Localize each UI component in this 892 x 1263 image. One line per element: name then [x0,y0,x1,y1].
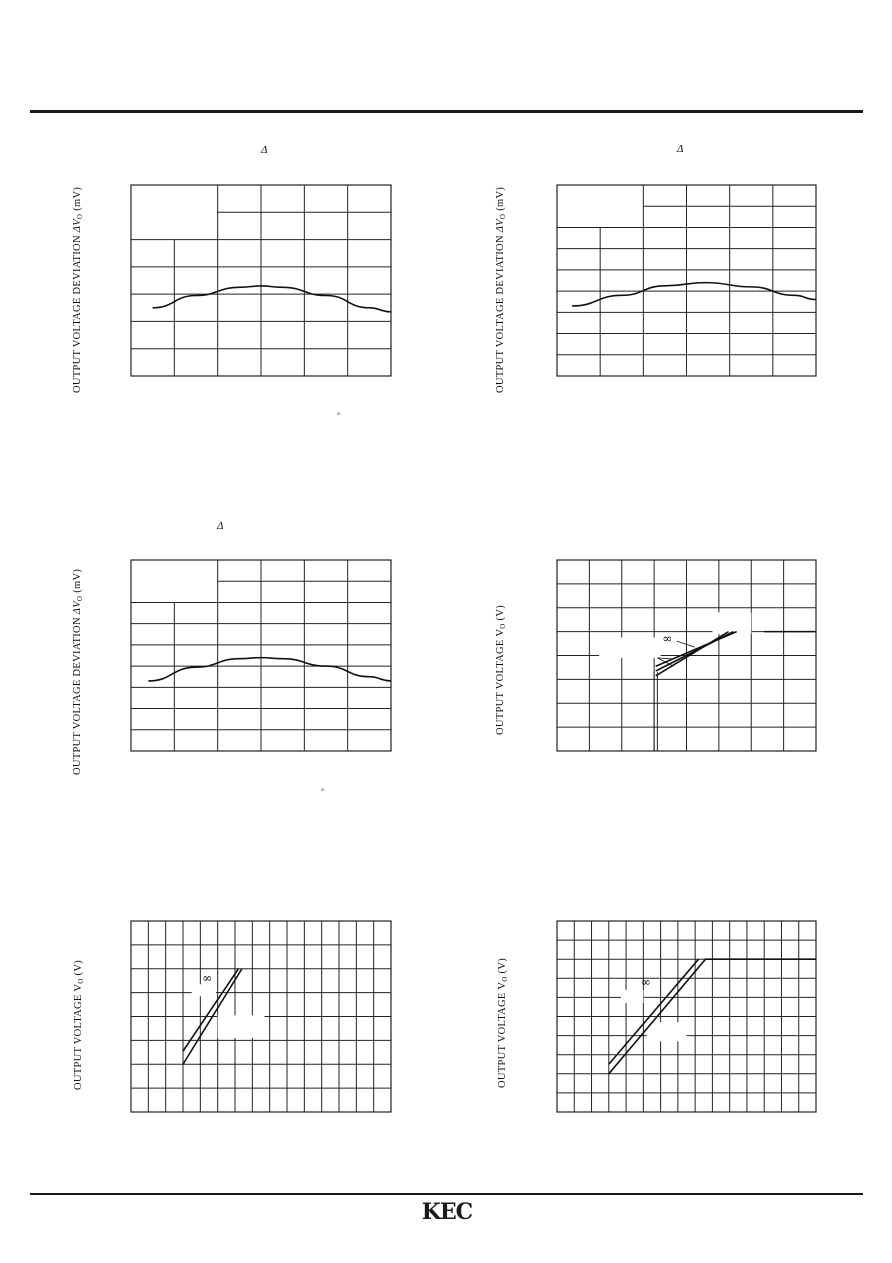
chart3-series-1 [148,658,391,681]
label-blank [621,990,643,1003]
chart2-plot [556,184,817,377]
chart3-title-mark: Δ [217,520,224,532]
chart2-title-mark: Δ [677,143,684,155]
chart4-curve-label: ∞ [662,631,673,646]
chart6-plot [556,920,817,1113]
chart6-series-2 [609,959,699,1064]
label-blank [599,638,661,658]
chart3-plot [130,559,392,752]
chart2-ylabel: OUTPUT VOLTAGE DEVIATION $\Delta V_O$ (mV) [495,186,507,393]
chart5-ylabel: OUTPUT VOLTAGE $V_O$ (V) [73,959,85,1090]
chart1-series-1 [153,286,391,312]
label-blank [647,1022,687,1041]
chart3-degree-mark: ° [321,787,325,796]
header-rule [30,110,863,113]
label-blank [218,1015,265,1038]
kec-logo-text: KEC [421,1199,473,1223]
chart4-ylabel: OUTPUT VOLTAGE $V_O$ (V) [495,604,507,735]
label-blank [192,984,216,996]
chart5-curve-label: ∞ [202,970,213,985]
kec-logo [413,1199,481,1223]
chart2-grid [557,185,816,376]
chart4-plot [556,559,817,752]
label-blank [712,613,751,634]
chart6-curve-label: ∞ [640,974,651,989]
chart2-series-1 [572,283,816,306]
footer-rule [30,1193,863,1195]
chart1-degree-mark: ° [337,411,341,420]
label-leader [677,641,695,647]
chart5-plot [130,920,392,1113]
chart1-plot [130,184,392,377]
chart6-ylabel: OUTPUT VOLTAGE $V_O$ (V) [497,957,509,1088]
chart6-grid [557,921,816,1112]
chart1-ylabel: OUTPUT VOLTAGE DEVIATION $\Delta V_O$ (mV) [72,186,84,393]
chart1-title-mark: Δ [261,144,268,156]
chart1-grid [131,185,391,376]
chart3-ylabel: OUTPUT VOLTAGE DEVIATION $\Delta V_O$ (mV) [72,568,84,775]
chart3-grid [131,560,391,751]
